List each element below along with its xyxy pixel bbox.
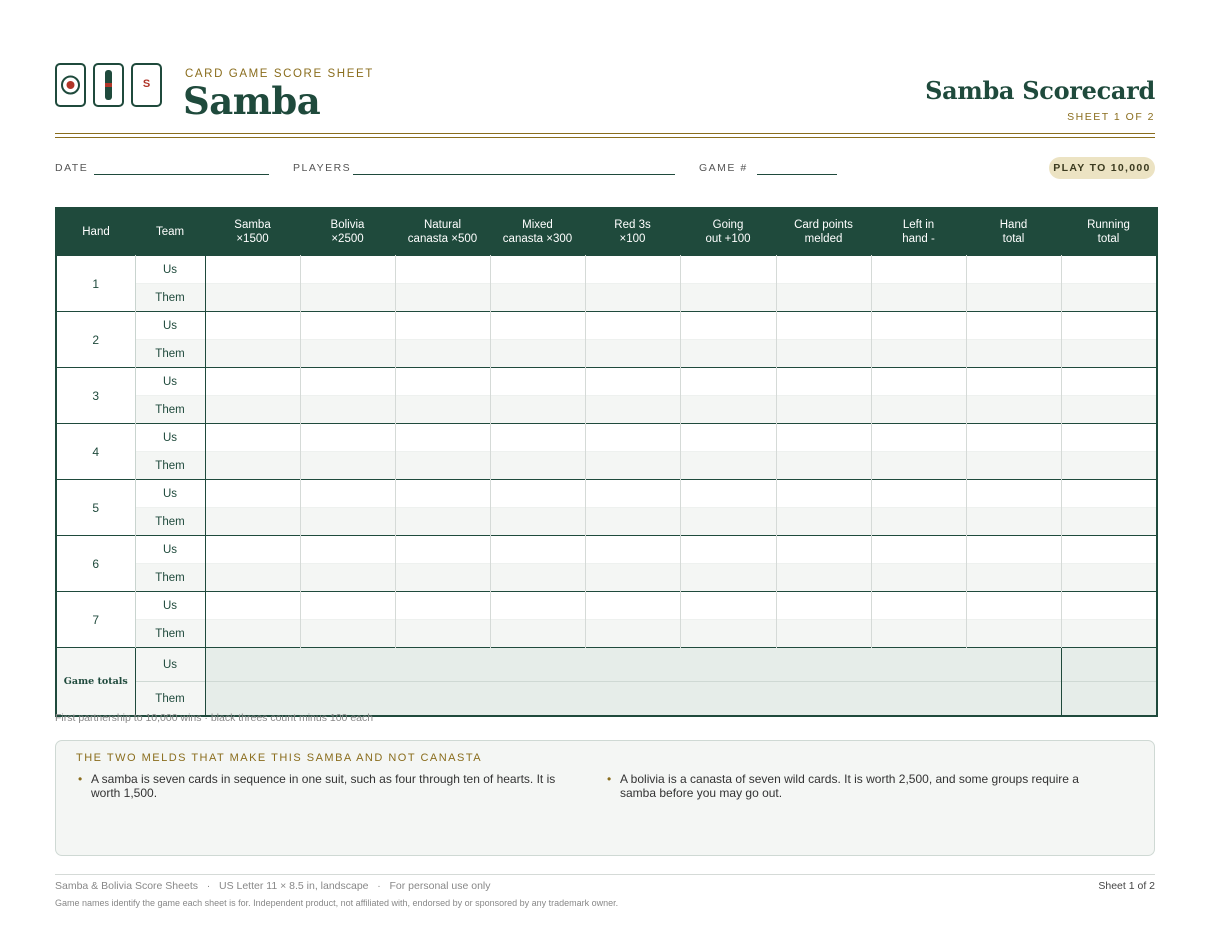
score-cell[interactable] (490, 564, 585, 592)
score-cell[interactable] (395, 256, 490, 284)
score-cell[interactable] (966, 564, 1061, 592)
score-cell[interactable] (205, 592, 300, 620)
score-cell[interactable] (871, 592, 966, 620)
bullet-icon: • (607, 772, 612, 786)
column-header: Running total (1061, 208, 1157, 256)
hand-number: 7 (56, 592, 135, 648)
rules-box (55, 740, 1155, 856)
score-cell[interactable] (871, 480, 966, 508)
score-cell[interactable] (776, 452, 871, 480)
score-cell[interactable] (300, 480, 395, 508)
totals-span-cell (205, 682, 1061, 717)
score-table (55, 207, 1158, 717)
rule-bolivia-text: A bolivia is a canasta of seven wild cards. It is worth 2,500, and some groups require a samba before you may go out. (620, 772, 1079, 800)
score-cell[interactable] (205, 396, 300, 424)
score-cell[interactable] (205, 256, 300, 284)
team-label: Us (135, 648, 205, 682)
team-label: Us (135, 480, 205, 508)
team-label: Them (135, 452, 205, 480)
column-header: Going out +100 (680, 208, 776, 256)
eyebrow: CARD GAME SCORE SHEET (185, 68, 374, 80)
footer-page: Sheet 1 of 2 (1098, 880, 1155, 892)
score-cell[interactable] (300, 256, 395, 284)
score-cell[interactable] (776, 256, 871, 284)
score-cell[interactable] (1061, 284, 1157, 312)
team-label: Them (135, 682, 205, 717)
column-header: Card points melded (776, 208, 871, 256)
score-cell[interactable] (585, 592, 680, 620)
score-cell[interactable] (395, 592, 490, 620)
score-cell[interactable] (205, 536, 300, 564)
score-cell[interactable] (871, 368, 966, 396)
score-cell[interactable] (776, 592, 871, 620)
team-label: Us (135, 592, 205, 620)
score-cell[interactable] (871, 284, 966, 312)
score-cell[interactable] (680, 284, 776, 312)
score-cell[interactable] (871, 396, 966, 424)
score-cell[interactable] (966, 312, 1061, 340)
rule-bolivia (606, 772, 1106, 800)
score-cell[interactable] (871, 508, 966, 536)
hand-number: 3 (56, 368, 135, 424)
score-cell[interactable] (585, 396, 680, 424)
score-cell[interactable] (300, 424, 395, 452)
score-cell[interactable] (300, 592, 395, 620)
score-cell[interactable] (300, 368, 395, 396)
score-cell[interactable] (776, 508, 871, 536)
score-cell[interactable] (395, 396, 490, 424)
score-cell[interactable] (395, 536, 490, 564)
rule-samba (77, 772, 567, 800)
table-row (56, 480, 1157, 508)
score-cell[interactable] (395, 284, 490, 312)
score-cell[interactable] (871, 564, 966, 592)
score-cell[interactable] (300, 508, 395, 536)
score-cell[interactable] (585, 368, 680, 396)
running-total-cell[interactable] (1061, 648, 1157, 682)
score-cell[interactable] (680, 368, 776, 396)
header-rule-thin (55, 137, 1155, 138)
score-cell[interactable] (205, 452, 300, 480)
score-cell[interactable] (1061, 396, 1157, 424)
score-cell[interactable] (966, 256, 1061, 284)
game-number-label: GAME # (699, 162, 748, 174)
scorecard-title: Samba Scorecard (925, 76, 1155, 105)
score-cell[interactable] (585, 508, 680, 536)
score-cell[interactable] (680, 620, 776, 648)
score-cell[interactable] (1061, 368, 1157, 396)
score-cell[interactable] (680, 536, 776, 564)
score-cell[interactable] (871, 424, 966, 452)
score-cell[interactable] (776, 284, 871, 312)
score-cell[interactable] (871, 256, 966, 284)
table-row (56, 396, 1157, 424)
table-note: First partnership to 10,000 wins · black threes count minus 100 each (55, 712, 374, 724)
score-cell[interactable] (966, 536, 1061, 564)
column-header: Bolivia ×2500 (300, 208, 395, 256)
table-row (56, 368, 1157, 396)
column-header: Red 3s ×100 (585, 208, 680, 256)
score-cell[interactable] (871, 312, 966, 340)
score-cell[interactable] (490, 368, 585, 396)
score-cell[interactable] (776, 340, 871, 368)
score-cell[interactable] (966, 592, 1061, 620)
score-cell[interactable] (205, 620, 300, 648)
column-header: Hand (56, 208, 135, 256)
table-row (56, 340, 1157, 368)
score-cell[interactable] (585, 620, 680, 648)
hand-number: 6 (56, 536, 135, 592)
table-row (56, 312, 1157, 340)
team-label: Us (135, 536, 205, 564)
score-cell[interactable] (1061, 452, 1157, 480)
score-cell[interactable] (871, 452, 966, 480)
score-cell[interactable] (395, 508, 490, 536)
page-title: Samba (183, 79, 321, 123)
hand-number: 2 (56, 312, 135, 368)
score-cell[interactable] (680, 452, 776, 480)
score-cell[interactable] (680, 564, 776, 592)
team-label: Them (135, 340, 205, 368)
score-cell[interactable] (205, 284, 300, 312)
sheet-number: SHEET 1 OF 2 (1067, 111, 1155, 123)
score-cell[interactable] (585, 480, 680, 508)
footer-left: Samba & Bolivia Score Sheets · US Letter 11 × 8.5 in, landscape · For personal use only (55, 880, 491, 892)
table-row (56, 256, 1157, 284)
score-cell[interactable] (585, 564, 680, 592)
score-cell[interactable] (966, 368, 1061, 396)
score-cell[interactable] (871, 620, 966, 648)
score-cell[interactable] (205, 424, 300, 452)
score-cell[interactable] (871, 536, 966, 564)
score-cell[interactable] (395, 312, 490, 340)
score-cell[interactable] (490, 256, 585, 284)
team-label: Them (135, 508, 205, 536)
column-header: Hand total (966, 208, 1061, 256)
score-cell[interactable] (205, 480, 300, 508)
column-header: Mixed canasta ×300 (490, 208, 585, 256)
score-cell[interactable] (300, 312, 395, 340)
score-cell[interactable] (776, 312, 871, 340)
score-cell[interactable] (680, 312, 776, 340)
score-cell[interactable] (1061, 256, 1157, 284)
score-cell[interactable] (490, 536, 585, 564)
table-row (56, 592, 1157, 620)
rules-title: THE TWO MELDS THAT MAKE THIS SAMBA AND NOT CANASTA (76, 752, 483, 764)
score-cell[interactable] (680, 480, 776, 508)
score-cell[interactable] (300, 564, 395, 592)
team-label: Them (135, 284, 205, 312)
score-cell[interactable] (966, 508, 1061, 536)
score-cell[interactable] (300, 536, 395, 564)
score-cell[interactable] (490, 452, 585, 480)
score-cell[interactable] (680, 340, 776, 368)
score-cell[interactable] (395, 564, 490, 592)
column-header: Samba ×1500 (205, 208, 300, 256)
game-number-field[interactable] (757, 174, 837, 175)
circle-card-icon (55, 63, 86, 107)
rule-samba-text: A samba is seven cards in sequence in one suit, such as four through ten of hearts. It is worth 1,500. (91, 772, 556, 800)
score-cell[interactable] (490, 340, 585, 368)
score-cell[interactable] (585, 536, 680, 564)
score-cell[interactable] (966, 396, 1061, 424)
score-cell[interactable] (871, 340, 966, 368)
score-cell[interactable] (1061, 508, 1157, 536)
score-cell[interactable] (966, 480, 1061, 508)
score-cell[interactable] (776, 480, 871, 508)
team-label: Them (135, 564, 205, 592)
score-cell[interactable] (395, 620, 490, 648)
score-cell[interactable] (395, 368, 490, 396)
score-cell[interactable] (585, 312, 680, 340)
score-cell[interactable] (776, 368, 871, 396)
team-label: Us (135, 312, 205, 340)
column-header: Team (135, 208, 205, 256)
score-cell[interactable] (680, 256, 776, 284)
score-cell[interactable] (680, 508, 776, 536)
score-cell[interactable] (680, 396, 776, 424)
score-cell[interactable] (585, 256, 680, 284)
table-row (56, 620, 1157, 648)
score-cell[interactable] (966, 424, 1061, 452)
table-row (56, 508, 1157, 536)
score-cell[interactable] (1061, 480, 1157, 508)
score-cell[interactable] (1061, 564, 1157, 592)
score-cell[interactable] (205, 564, 300, 592)
score-cell[interactable] (966, 340, 1061, 368)
totals-row (56, 682, 1157, 717)
hand-number: 5 (56, 480, 135, 536)
score-cell[interactable] (300, 396, 395, 424)
letter-card-icon (131, 63, 162, 107)
team-label: Them (135, 396, 205, 424)
score-cell[interactable] (776, 564, 871, 592)
players-label: PLAYERS (293, 162, 352, 174)
score-cell[interactable] (680, 424, 776, 452)
team-label: Them (135, 620, 205, 648)
score-cell[interactable] (1061, 536, 1157, 564)
table-row (56, 284, 1157, 312)
game-totals-label: Game totals (56, 648, 135, 717)
team-label: Us (135, 368, 205, 396)
score-cell[interactable] (300, 340, 395, 368)
score-cell[interactable] (776, 536, 871, 564)
play-to-badge: PLAY TO 10,000 (1049, 157, 1155, 179)
score-cell[interactable] (966, 452, 1061, 480)
score-cell[interactable] (395, 452, 490, 480)
score-cell[interactable] (776, 620, 871, 648)
score-cell[interactable] (205, 368, 300, 396)
score-cell[interactable] (490, 480, 585, 508)
score-cell[interactable] (1061, 312, 1157, 340)
score-cell[interactable] (1061, 340, 1157, 368)
score-cell[interactable] (585, 424, 680, 452)
table-row (56, 536, 1157, 564)
score-cell[interactable] (585, 340, 680, 368)
bullet-icon: • (78, 772, 83, 786)
players-field[interactable] (353, 174, 675, 175)
logo-letter: S (142, 78, 151, 90)
score-cell[interactable] (490, 620, 585, 648)
score-cell[interactable] (300, 452, 395, 480)
score-cell[interactable] (395, 340, 490, 368)
score-cell[interactable] (395, 424, 490, 452)
score-cell[interactable] (395, 480, 490, 508)
score-cell[interactable] (490, 508, 585, 536)
header-rule (55, 133, 1155, 134)
bar-card-icon (93, 63, 124, 107)
table-row (56, 564, 1157, 592)
score-cell[interactable] (490, 284, 585, 312)
score-cell[interactable] (300, 620, 395, 648)
score-cell[interactable] (205, 340, 300, 368)
table-row (56, 424, 1157, 452)
totals-row (56, 648, 1157, 682)
score-cell[interactable] (680, 592, 776, 620)
score-cell[interactable] (1061, 592, 1157, 620)
score-cell[interactable] (776, 424, 871, 452)
score-cell[interactable] (585, 452, 680, 480)
totals-span-cell (205, 648, 1061, 682)
score-cell[interactable] (1061, 620, 1157, 648)
team-label: Us (135, 256, 205, 284)
column-header: Natural canasta ×500 (395, 208, 490, 256)
score-cell[interactable] (205, 508, 300, 536)
footer-disclaimer: Game names identify the game each sheet is for. Independent product, not affiliated with, endorsed by or sponsored by any trademark owner. (55, 898, 619, 908)
score-cell[interactable] (585, 284, 680, 312)
footer-rule (55, 874, 1155, 875)
score-cell[interactable] (490, 312, 585, 340)
score-cell[interactable] (490, 424, 585, 452)
score-cell[interactable] (205, 312, 300, 340)
column-header: Left in hand - (871, 208, 966, 256)
team-label: Us (135, 424, 205, 452)
score-cell[interactable] (300, 284, 395, 312)
hand-number: 1 (56, 256, 135, 312)
header-row (56, 208, 1157, 256)
score-cell[interactable] (966, 284, 1061, 312)
date-field[interactable] (94, 174, 269, 175)
hand-number: 4 (56, 424, 135, 480)
score-cell[interactable] (1061, 424, 1157, 452)
score-cell[interactable] (490, 592, 585, 620)
score-cell[interactable] (776, 396, 871, 424)
running-total-cell[interactable] (1061, 682, 1157, 717)
table-row (56, 452, 1157, 480)
date-label: DATE (55, 162, 89, 174)
score-cell[interactable] (490, 396, 585, 424)
score-cell[interactable] (966, 620, 1061, 648)
